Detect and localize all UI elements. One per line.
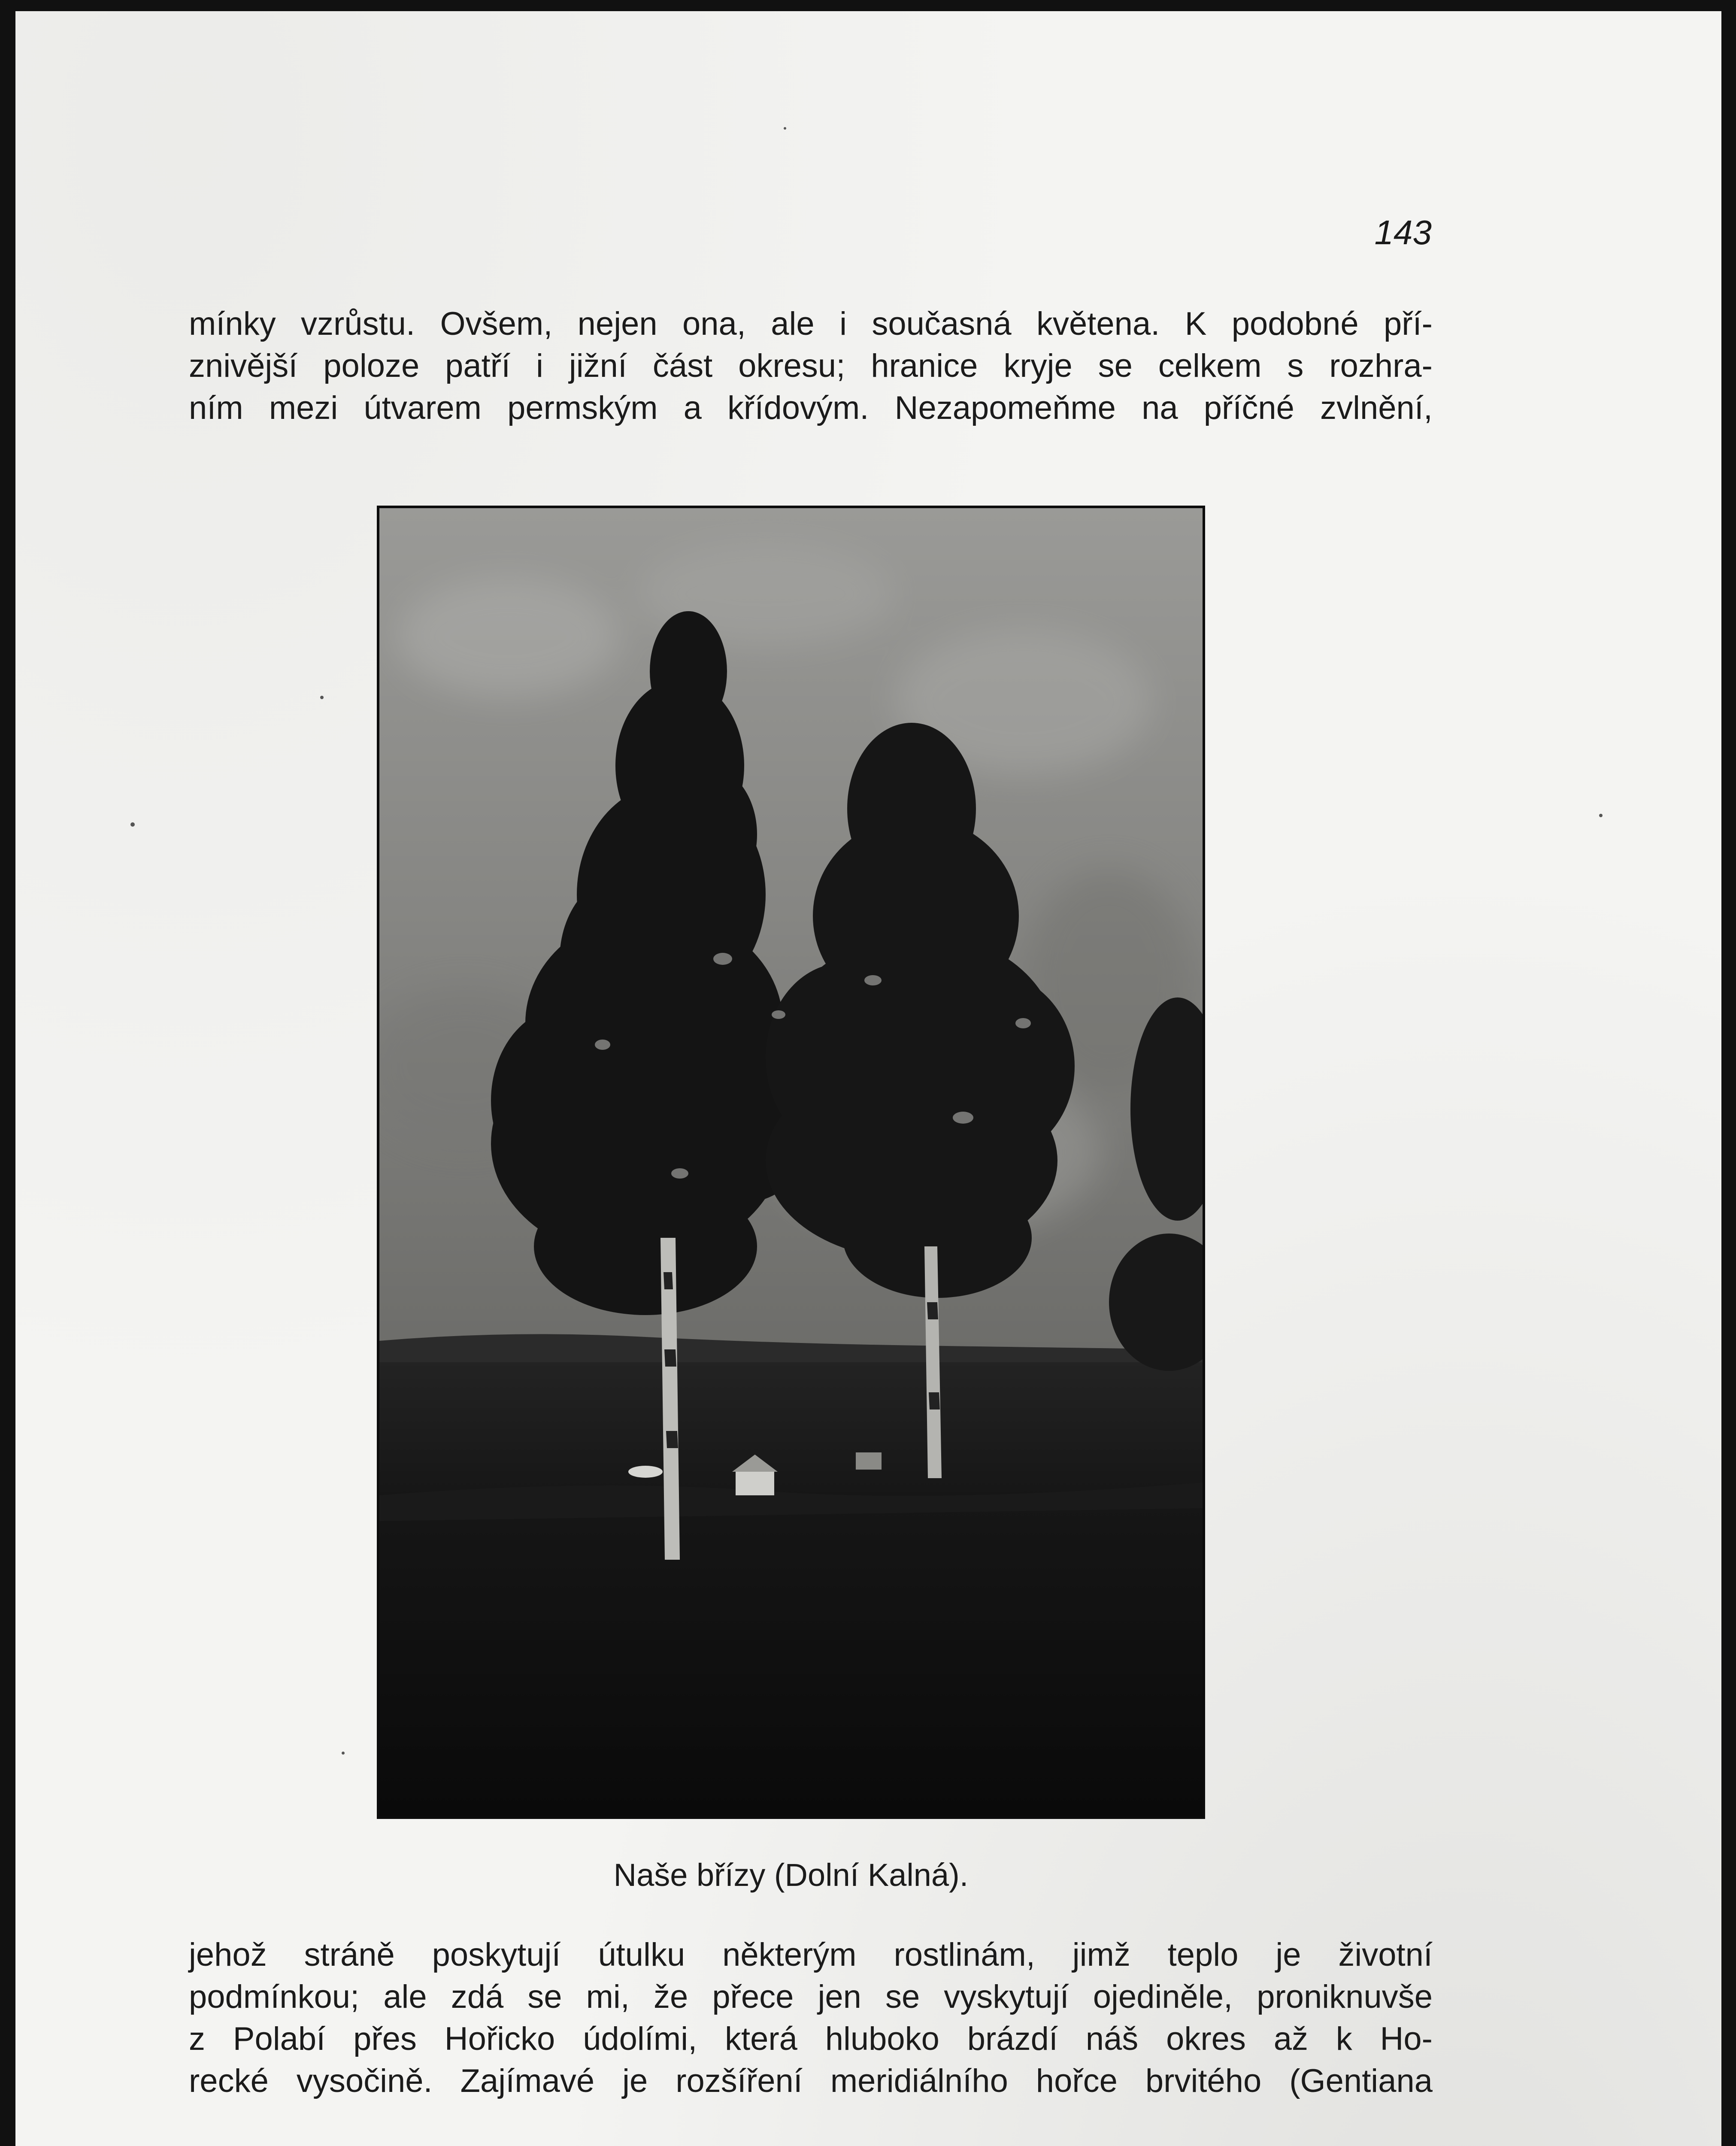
top-paragraph xyxy=(189,303,1433,429)
birch-trees-photograph xyxy=(377,506,1205,1819)
bottom-paragraph xyxy=(189,1934,1433,2102)
scan-speck xyxy=(130,822,135,827)
scan-speck xyxy=(784,127,786,130)
text-line: ním mezi útvarem permským a křídovým. Nezapomeňme na příčné zvlnění, xyxy=(189,390,1433,426)
photo-illustration xyxy=(379,508,1203,1816)
ground xyxy=(379,1362,1203,1816)
text-line: recké vysočině. Zajímavé je rozšíření meridiálního hořce brvitého (Gentiana xyxy=(189,2063,1433,2099)
figure-caption: Naše břízy (Dolní Kalná). xyxy=(613,1857,969,1893)
scan-speck xyxy=(1599,814,1603,817)
text-line: podmínkou; ale zdá se mi, že přece jen se vyskytují ojediněle, proniknuvše xyxy=(189,1979,1433,2015)
text-line: znivější poloze patří i jižní část okresu; hranice kryje se celkem s rozhra- xyxy=(189,348,1433,384)
text-line: z Polabí přes Hořicko údolími, která hluboko brázdí náš okres až k Ho- xyxy=(189,2021,1433,2057)
text-line: mínky vzrůstu. Ovšem, nejen ona, ale i současná květena. K podobné pří- xyxy=(189,306,1433,342)
text-line: jehož stráně poskytují útulku některým rostlinám, jimž teplo je životní xyxy=(189,1937,1433,1973)
document-page xyxy=(15,11,1721,2146)
scan-speck xyxy=(342,1752,345,1755)
scan-speck xyxy=(320,696,324,699)
page-number: 143 xyxy=(1374,213,1432,252)
